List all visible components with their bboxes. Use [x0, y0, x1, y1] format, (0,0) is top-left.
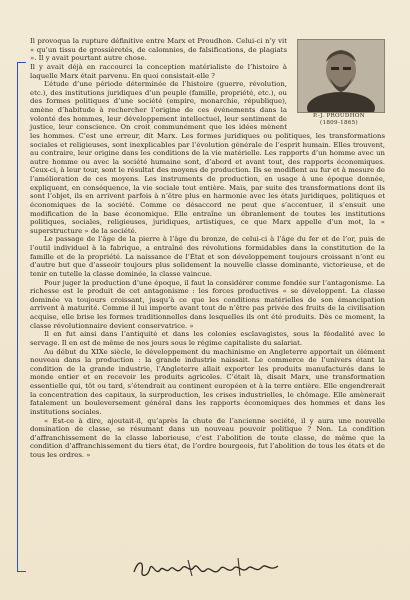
paragraph-7: Au début du XIXe siècle, le développement du machinisme en Angleterre apportait un élément nouveau dans la production : la grande industrie naissait. Le commerce de l’univers étant la condition de la grande industrie, l’Angleterre allait exporter les produits manufacturés dans le monde entier et en recevoir les produits agricoles. C’était là, disait Marx, une transformation essentielle qui, tôt ou tard, s’étendrait au continent européen et à la terre entière. Elle engendrerait la concentration des capitaux, la surproduction, les crises industrielles, le chômage. Elle amènerait fatalement un bouleversement général dans les rapports économiques des hommes et dans les institutions sociales. — [30, 347, 385, 416]
paragraph-8: « Est-ce à dire, ajoutait-il, qu’après la chute de l’ancienne société, il y aura une nouvelle domination de classe, se résumant dans un nouveau pouvoir politique ? Non. La condition d’affranchissement de la classe laborieuse, c’est l’abolition de toute classe, de même que la condition d’affranchissement du tiers état, de l’ordre bourgeois, fut l’abolition de tous les états et de tous les ordres. » — [30, 416, 385, 459]
paragraph-1: Il provoqua la rupture définitive entre Marx et Proudhon. Celui-ci n’y vit « qu’un tissu de grossièretés, de calomnies, de falsifications, de plagiats ». Il y avait pourtant autre chose. — [30, 37, 287, 63]
portrait-image — [297, 39, 385, 113]
paragraph-5: Pour juger la production d’une époque, il faut la considérer comme fondée sur l’antagonisme. La richesse est le produit de cet antagonisme : les forces productives « se développent. La classe dominée va toujours croissant, jusqu’à ce que les conditions matérielles de son émancipation arrivent à maturité. Comme il lui importe avant tout de n’être pas privée des fruits de la civilisation acquise, elle brise les formes traditionnelles dans lesquelles ils ont été produits. Dès ce moment, la classe révolutionnaire devient conservatrice. » — [30, 278, 385, 330]
portrait-figure — [293, 39, 385, 129]
portrait-caption-years: (1809-1865) — [319, 120, 359, 126]
paragraph-3: L’étude d’une période déterminée de l’histoire (guerre, révolution, etc.), des institutions juridiques d’un peuple (famille, propriété, etc.), ou des formes politiques d’une société (empire, monarchie, république), amène d’habitude à rechercher l’origine de ces événements dans la volonté des hommes, leur développement intellectuel, leur sentiment de justice, leur conscience. On croit communément que les idées mènent les hommes. C’est une erreur, dit Marx. Les formes juridiques ou politiques, les transformations sociales et religieuses, sont inexplicables par l’évolution générale de l’esprit humain. Elles trouvent, au contraire, leur origine dans les conditions de la vie matérielle. Les rapports d’un homme avec un autre homme ou avec la société humaine sont, d’abord et avant tout, des rapports économiques. Ceux-ci, à leur tour, sont le résultat des moyens de production. Ils se modifient au fur et à mesure de l’amélioration de ces moyens. Les instruments de production, en usage à une époque donnée, expliquent, en conséquence, la vie sociale tout entière. Mais, par suite des transformations dont ils sont l’objet, ils en arrivent parfois à n’être plus en harmonie avec les états juridiques, politiques et économiques de la société. Comme ce désaccord ne peut que s’accentuer, il s’ensuit une modification de la base économique. Elle entraîne un ébranlement de toutes les institutions politiques, sociales, religieuses, juridiques, artistiques, ce que Marx appelle d’un mot, la « superstructure » de la société. — [30, 80, 385, 235]
proudhon-portrait-icon — [298, 40, 384, 112]
body-text — [30, 37, 385, 460]
paragraph-6: Il en fut ainsi dans l’antiquité et dans les colonies esclavagistes, sous la féodalité avec le servage. Il en est de même de nos jours sous le régime capitaliste du salariat. — [30, 330, 385, 347]
handwritten-blue-bracket — [17, 62, 26, 572]
handwritten-signature — [128, 552, 298, 582]
paragraph-2: Il y avait déjà en raccourci la conception matérialiste de l’histoire à laquelle Marx était parvenu. En quoi consistait-elle ? — [30, 62, 287, 80]
paragraph-4: Le passage de l’âge de la pierre à l’âge du bronze, de celui-ci à l’âge du fer et de l’or, puis de l’outil individuel à la fabrique, a entraîné des révolutions formidables dans la constitution de la famille et de la propriété. La naissance de l’État et son développement toujours croissant n’ont eu d’autre but que d’asseoir toujours plus solidement la nouvelle classe dominante, victorieuse, et de tenir en tutelle la classe dominée, la classe vaincue. — [30, 235, 385, 278]
portrait-caption-name: P.-J. PROUDHON — [313, 113, 365, 119]
